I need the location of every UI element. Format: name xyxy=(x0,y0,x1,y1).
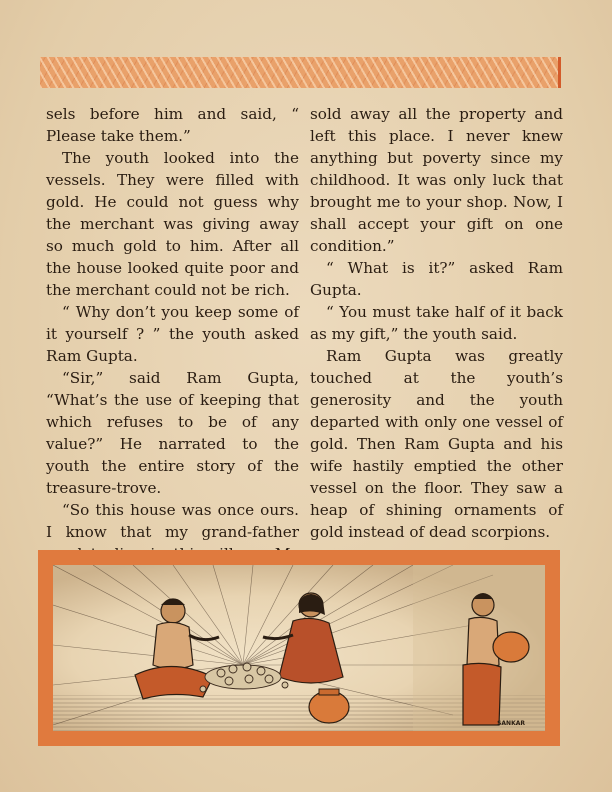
paragraph: “ Why don’t you keep some of it yourself ? ” the youth asked Ram Gupta. xyxy=(46,303,299,365)
paragraph: “ What is it?” asked Ram Gupta. xyxy=(310,259,563,299)
illustration xyxy=(53,565,545,731)
text-column-left xyxy=(46,103,299,587)
youth-figure xyxy=(413,565,545,731)
artist-signature: SANKAR xyxy=(497,720,525,727)
paragraph: sold away all the property and left this place. I never knew anything but poverty since my childhood. It was only luck that brought me to your shop. Now, I shall accept your gift on one condition.” xyxy=(310,105,563,255)
illustration-frame xyxy=(38,550,560,746)
paragraph: Ram Gupta was greatly touched at the youth’s generosity and the youth departed with only one vessel of gold. Then Ram Gupta and his wife hastily emptied the other vessel on the floor. They saw a heap of shining ornaments of gold instead of dead scorpions. xyxy=(310,347,563,541)
paragraph: “ You must take half of it back as my gift,” the youth said. xyxy=(310,303,563,343)
text-column-right xyxy=(310,103,563,543)
paragraph: sels before him and said, “ Please take them.” xyxy=(46,105,299,145)
paragraph: “Sir,” said Ram Gupta, “What’s the use of keeping that which refuses to be of any value?” He narrated to the youth the entire story of the treasure-trove. xyxy=(46,369,299,497)
decorative-header-band xyxy=(40,57,561,88)
paragraph: “So this house was once ours. I know that my grand-father xyxy=(46,501,299,541)
paragraph: The youth looked into the vessels. They were filled with gold. He could not guess why the merchant was giving away so much gold to him. After all the house looked quite poor and the merchant could not be rich. xyxy=(46,149,299,299)
